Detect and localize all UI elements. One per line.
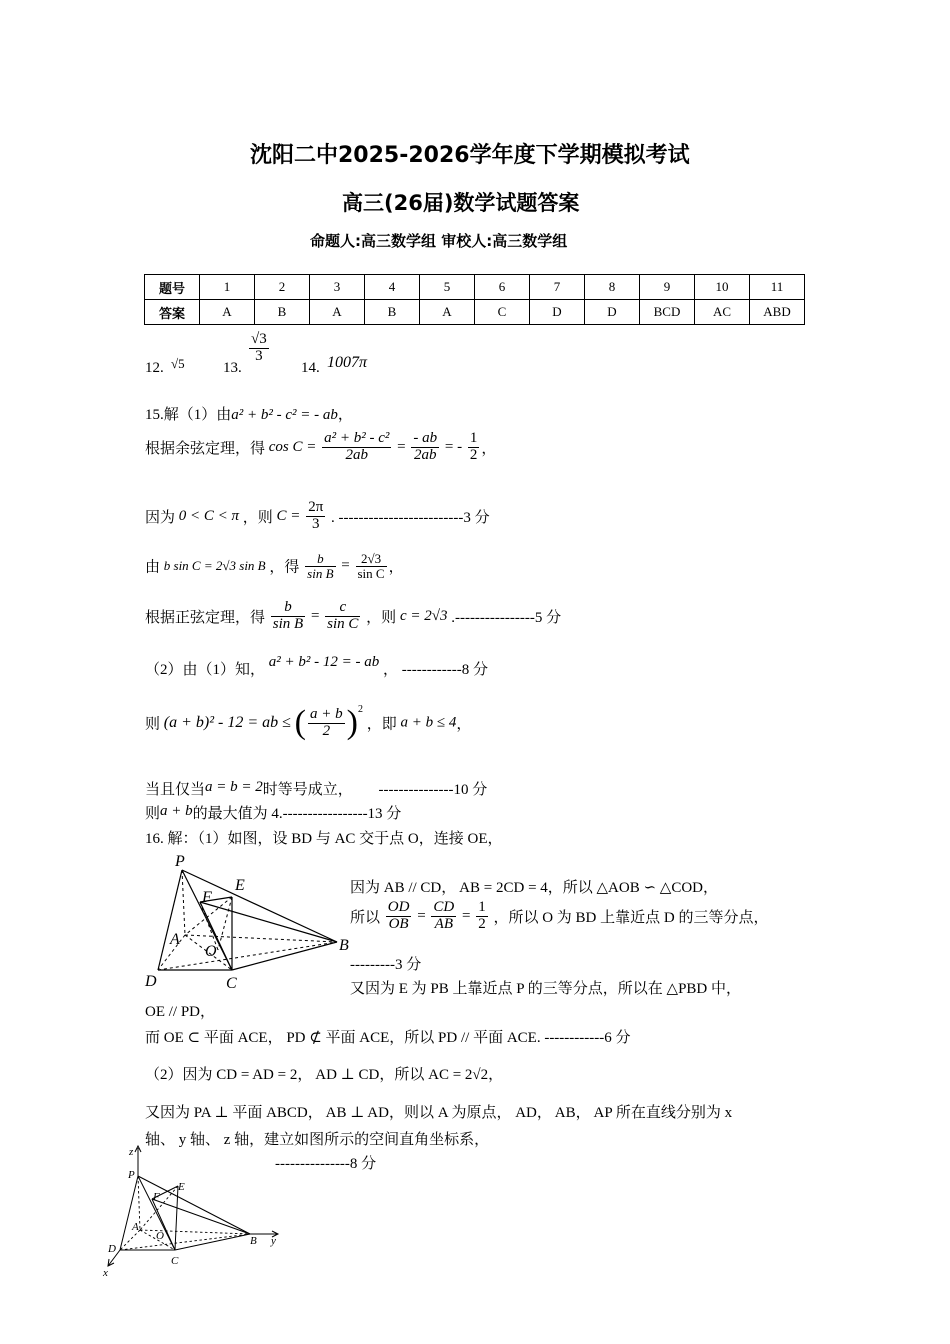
fraction <box>322 431 391 464</box>
math-expression: c = 2√3 <box>399 607 448 624</box>
table-header-cell: 题号 <box>145 275 200 300</box>
fraction-denominator: sin B <box>272 615 304 632</box>
q16-line-6: OE // PD， <box>145 1004 216 1020</box>
fraction-numerator: 2π <box>308 499 324 515</box>
fraction-denominator: OB <box>388 915 409 932</box>
fraction-denominator: 2ab <box>345 446 369 463</box>
text: ，则 <box>366 609 397 626</box>
table-cell: A <box>200 300 255 325</box>
pyramid-figure-1 <box>140 850 355 990</box>
fraction-denominator: 3 <box>255 347 263 364</box>
table-cell: 3 <box>310 275 365 300</box>
table-cell: 6 <box>475 275 530 300</box>
fraction-denominator: 2 <box>322 722 331 739</box>
q12-answer: √5 <box>171 356 185 371</box>
q15-line-2: 根据余弦定理，得 cos C = $\frac{\text{a² + b² - c²}}{2ab}$ = $\frac{- ab}{2ab}$ = - $\frac{1}{2}$ ， <box>145 430 497 463</box>
table-row <box>145 275 805 300</box>
fraction-denominator: sin B <box>307 565 334 581</box>
label-a: A <box>132 1221 139 1233</box>
math-expression: b sin C = 2√3 sin B <box>163 558 266 574</box>
label-z: z <box>129 1146 134 1158</box>
fraction <box>325 600 360 633</box>
table-cell: A <box>310 300 365 325</box>
fraction-denominator: 2 <box>469 446 478 463</box>
q15-line-9 <box>145 802 401 823</box>
fraction-denominator: sin C <box>357 565 385 581</box>
label-e: E <box>235 877 245 894</box>
fraction-numerator: 1 <box>478 899 486 915</box>
fraction-numerator: OD <box>387 899 410 915</box>
label-e: E <box>178 1181 185 1193</box>
math-expression: a² + b² - 12 = - ab <box>268 654 380 670</box>
label-y: y <box>271 1235 276 1247</box>
text: ，则 <box>242 509 273 526</box>
q15-line-1: 15.解（1）由a² + b² - c² = - ab， <box>145 407 353 423</box>
q16-line-1: 16. 解：（1）如图，设 BD 与 AC 交于点 O，连接 OE， <box>145 831 503 847</box>
q16-line-9: 又因为 PA ⊥ 平面 ABCD， AB ⊥ AD，则以 A 为原点， AD， AB， AP 所在直线分别为 x <box>145 1105 733 1121</box>
label-o: O <box>156 1230 164 1242</box>
fraction-numerator: 2√3 <box>356 552 387 567</box>
fraction-numerator: b <box>271 600 305 617</box>
coordinate-figure-2 <box>100 1142 290 1282</box>
score-mark: .----------------5 分 <box>451 609 562 626</box>
q15-line-8 <box>145 778 487 799</box>
table-cell: 7 <box>530 275 585 300</box>
math-expression: 0 < C < π <box>178 507 240 524</box>
q16-line-11: ---------------8 分 <box>275 1156 377 1172</box>
fraction <box>386 900 412 933</box>
fraction-numerator: b <box>305 552 335 567</box>
q16-line-5: 又因为 E 为 PB 上靠近点 P 的三等分点，所以在 △PBD 中， <box>350 981 742 997</box>
text: 则 <box>145 806 161 822</box>
label-b: B <box>250 1235 257 1247</box>
score-mark: ， ------------8 分 <box>383 662 488 678</box>
fraction <box>271 600 305 633</box>
label-x: x <box>103 1267 108 1279</box>
answer-table <box>144 274 805 325</box>
table-cell: 2 <box>255 275 310 300</box>
label-c: C <box>171 1255 179 1267</box>
math-expression: a + b ≤ 4 <box>400 714 457 731</box>
fraction-numerator: √3 <box>251 331 267 347</box>
q16-line-10: 轴、 y 轴、 z 轴，建立如图所示的空间直角坐标系， <box>145 1132 490 1148</box>
q13-label: 13. <box>223 360 242 376</box>
math-expression: (a + b)² - 12 = ab ≤ <box>163 714 291 731</box>
table-cell: 11 <box>750 275 805 300</box>
table-header-cell: 答案 <box>145 300 200 325</box>
fraction-denominator: AB <box>434 915 453 932</box>
table-cell: 10 <box>695 275 750 300</box>
label-d: D <box>145 973 157 990</box>
table-cell: 1 <box>200 275 255 300</box>
text: ，得 <box>269 559 300 576</box>
label-p: P <box>175 853 185 870</box>
q15-line-3 <box>145 500 490 533</box>
q16-line-4: ---------3 分 <box>350 957 422 973</box>
table-cell: A <box>420 300 475 325</box>
q14-label: 14. <box>301 360 320 376</box>
q16-line-8: （2）因为 CD = AD = 2， AD ⊥ CD，所以 AC = 2√2， <box>145 1067 504 1083</box>
label-f: F <box>153 1191 160 1203</box>
q12-label: 12. <box>145 360 164 376</box>
math-operator: = - <box>444 438 463 455</box>
text: 因为 <box>145 509 176 526</box>
q16-line-7: 而 OE ⊂ 平面 ACE， PD ⊄ 平面 ACE，所以 PD // 平面 ACE. ------------6 分 <box>145 1030 631 1046</box>
fraction-numerator: 1 <box>469 430 478 446</box>
text: 15.解（1）由 <box>145 407 232 423</box>
q13-fraction <box>249 332 269 365</box>
author-line: 命题人:高三数学组 审校人:高三数学组 <box>310 232 568 250</box>
table-cell: B <box>255 300 310 325</box>
text: ，即 <box>366 716 397 733</box>
fraction <box>305 552 335 580</box>
text: ，所以 O 为 BD 上靠近点 D 的三等分点， <box>493 909 769 926</box>
label-c: C <box>226 975 237 990</box>
math-expression: a + b <box>160 803 193 819</box>
fraction-numerator: a² + b² - c² <box>324 430 390 446</box>
q15-line-4: 由 b sin C = 2√3 sin B ，得 $\frac{b}{\text{sin B}}$ = $\frac{2√3}{\text{sin C}}$ ， <box>145 551 404 581</box>
label-d: D <box>108 1243 116 1255</box>
page-subtitle: 高三(26届)数学试题答案 <box>342 191 580 215</box>
label-o: O <box>205 943 217 960</box>
text: 则 <box>145 716 161 733</box>
label-f: F <box>202 889 212 906</box>
text: 的最大值为 4.-----------------13 分 <box>192 806 402 822</box>
fraction-denominator: 2 <box>478 915 486 932</box>
text: 当且仅当 <box>145 782 206 798</box>
text: 根据余弦定理，得 <box>145 440 266 457</box>
page-title: 沈阳二中2025-2026学年度下学期模拟考试 <box>250 143 690 168</box>
table-cell: BCD <box>640 300 695 325</box>
text: 根据正弦定理，得 <box>145 609 266 626</box>
table-cell: D <box>530 300 585 325</box>
q16-line-2: 因为 AB // CD， AB = 2CD = 4，所以 △AOB ∽ △COD， <box>350 880 719 896</box>
text: 所以 <box>350 909 381 926</box>
label-b: B <box>339 937 349 954</box>
table-cell: 5 <box>420 275 475 300</box>
fraction <box>308 707 345 740</box>
table-cell: ABD <box>750 300 805 325</box>
q14-answer: 1007π <box>327 354 368 371</box>
fraction-numerator: c <box>325 600 360 617</box>
fraction-denominator: sin C <box>327 615 359 632</box>
fraction-denominator: 3 <box>311 515 320 532</box>
table-cell: D <box>585 300 640 325</box>
fraction <box>411 431 439 464</box>
math-expression: C = <box>276 507 301 524</box>
label-a: A <box>170 931 180 948</box>
label-p: P <box>128 1169 135 1181</box>
text: （2）由（1）知， <box>145 662 266 678</box>
q15-line-6 <box>145 654 488 679</box>
table-cell: C <box>475 300 530 325</box>
score-mark: ---------------10 分 <box>378 782 488 798</box>
fraction-numerator: - ab <box>413 430 438 446</box>
table-cell: 4 <box>365 275 420 300</box>
math-expression: cos C = <box>268 438 317 455</box>
table-cell: 9 <box>640 275 695 300</box>
text: 由 <box>145 559 161 576</box>
fraction-numerator: CD <box>433 899 455 915</box>
table-cell: AC <box>695 300 750 325</box>
text: 时等号成立， <box>262 782 353 798</box>
math-expression: a = b = 2 <box>205 779 263 795</box>
table-cell: 8 <box>585 275 640 300</box>
q15-line-7: 则 (a + b)² - 12 = ab ≤ ( $\frac{a + b}{2}$ )$^2$ ，即 a + b ≤ 4， <box>145 704 472 741</box>
math-expression: a² + b² - c² = - ab <box>231 407 338 423</box>
fraction-denominator: 2ab <box>414 446 437 463</box>
q15-line-5: 根据正弦定理，得 $\frac{b}{\text{sin B}}$ = $\frac{c}{\text{sin C}}$ ，则 c = 2√3 .----------------5 分 <box>145 599 562 632</box>
fraction <box>306 500 325 533</box>
table-cell: B <box>365 300 420 325</box>
fraction <box>356 552 387 580</box>
fraction <box>468 431 480 464</box>
fraction <box>431 900 456 933</box>
table-row <box>145 300 805 325</box>
score-mark: . -------------------------3 分 <box>331 509 490 526</box>
fraction <box>476 900 488 933</box>
q16-line-3: 所以 $\frac{OD}{OB}$ = $\frac{CD}{AB}$ = $\frac{1}{2}$ ，所以 O 为 BD 上靠近点 D 的三等分点， <box>350 899 769 932</box>
fraction-numerator: a + b <box>310 705 343 722</box>
